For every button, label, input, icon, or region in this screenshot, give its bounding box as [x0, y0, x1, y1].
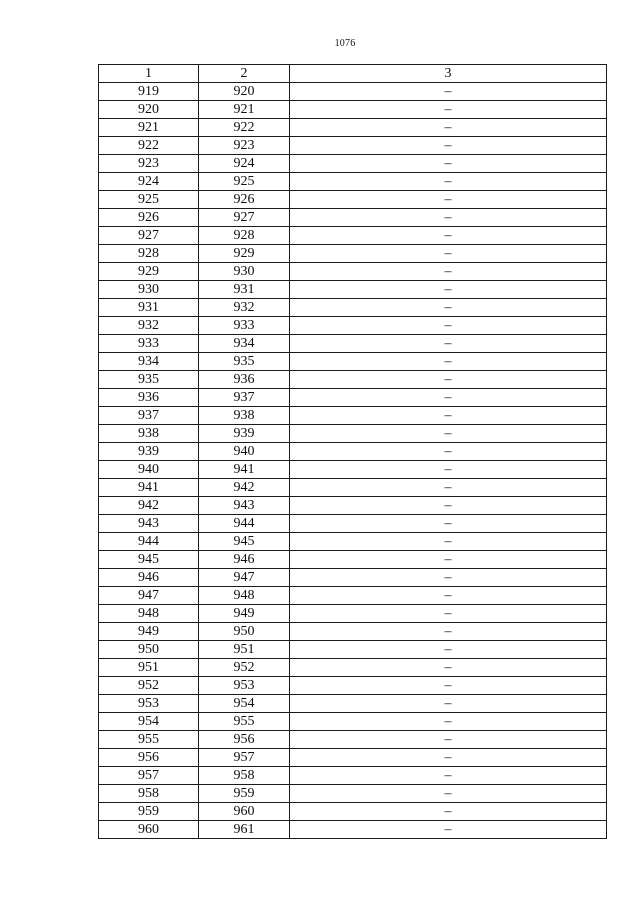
table-cell-col-1: 956: [99, 749, 199, 767]
table-cell-col-2: 959: [199, 785, 290, 803]
table-cell-col-3: –: [290, 245, 607, 263]
table-cell-col-1: 933: [99, 335, 199, 353]
table-cell-col-3: –: [290, 317, 607, 335]
table-cell-col-3: –: [290, 191, 607, 209]
table-cell-col-2: 956: [199, 731, 290, 749]
table-cell-col-1: 950: [99, 641, 199, 659]
table-cell-col-1: 919: [99, 83, 199, 101]
table-row: [99, 821, 607, 839]
table-row: [99, 371, 607, 389]
table-cell-col-1: 946: [99, 569, 199, 587]
table-cell-col-1: 960: [99, 821, 199, 839]
table-cell-col-2: 937: [199, 389, 290, 407]
table-cell-col-2: 944: [199, 515, 290, 533]
table-cell-col-2: 960: [199, 803, 290, 821]
table-cell-col-2: 953: [199, 677, 290, 695]
table-cell-col-2: 952: [199, 659, 290, 677]
table-cell-col-3: –: [290, 605, 607, 623]
table-cell-col-1: 953: [99, 695, 199, 713]
table-cell-col-1: 932: [99, 317, 199, 335]
table-row: [99, 767, 607, 785]
table-cell-col-2: 934: [199, 335, 290, 353]
table-row: [99, 407, 607, 425]
table-row: [99, 443, 607, 461]
table-cell-col-1: 958: [99, 785, 199, 803]
table-cell-col-2: 928: [199, 227, 290, 245]
table-cell-col-2: 949: [199, 605, 290, 623]
table-cell-col-1: 939: [99, 443, 199, 461]
column-header-2: 2: [199, 65, 290, 83]
page-number: 1076: [334, 38, 356, 49]
table-row: [99, 191, 607, 209]
table-cell-col-3: –: [290, 749, 607, 767]
table-row: [99, 533, 607, 551]
table-cell-col-1: 924: [99, 173, 199, 191]
table-cell-col-2: 921: [199, 101, 290, 119]
table-row: [99, 155, 607, 173]
table-row: [99, 677, 607, 695]
table-cell-col-3: –: [290, 209, 607, 227]
table-cell-col-1: 945: [99, 551, 199, 569]
table-cell-col-3: –: [290, 281, 607, 299]
table-cell-col-1: 941: [99, 479, 199, 497]
table-cell-col-1: 937: [99, 407, 199, 425]
table-cell-col-1: 959: [99, 803, 199, 821]
table-cell-col-2: 940: [199, 443, 290, 461]
table-cell-col-2: 958: [199, 767, 290, 785]
table-cell-col-2: 951: [199, 641, 290, 659]
table-cell-col-3: –: [290, 263, 607, 281]
table-body: [99, 83, 607, 839]
table-row: [99, 353, 607, 371]
table-row: [99, 605, 607, 623]
table-row: [99, 713, 607, 731]
table-cell-col-1: 936: [99, 389, 199, 407]
table-cell-col-2: 941: [199, 461, 290, 479]
table-cell-col-3: –: [290, 227, 607, 245]
table-cell-col-3: –: [290, 821, 607, 839]
table-cell-col-3: –: [290, 623, 607, 641]
table-cell-col-2: 954: [199, 695, 290, 713]
table-row: [99, 551, 607, 569]
table-cell-col-1: 921: [99, 119, 199, 137]
table-cell-col-3: –: [290, 677, 607, 695]
table-cell-col-2: 942: [199, 479, 290, 497]
table-cell-col-2: 946: [199, 551, 290, 569]
table-cell-col-3: –: [290, 461, 607, 479]
header-row: [99, 65, 607, 83]
table-cell-col-3: –: [290, 569, 607, 587]
table-cell-col-1: 942: [99, 497, 199, 515]
table-row: [99, 83, 607, 101]
table-cell-col-2: 924: [199, 155, 290, 173]
table-cell-col-2: 936: [199, 371, 290, 389]
table-cell-col-3: –: [290, 479, 607, 497]
table-row: [99, 497, 607, 515]
table-row: [99, 227, 607, 245]
table-row: [99, 479, 607, 497]
column-header-3: 3: [290, 65, 607, 83]
table-cell-col-2: 926: [199, 191, 290, 209]
table-cell-col-1: 928: [99, 245, 199, 263]
table-cell-col-2: 923: [199, 137, 290, 155]
table-cell-col-2: 947: [199, 569, 290, 587]
table-cell-col-3: –: [290, 443, 607, 461]
table-cell-col-1: 943: [99, 515, 199, 533]
table-cell-col-2: 948: [199, 587, 290, 605]
table-cell-col-2: 922: [199, 119, 290, 137]
table-row: [99, 299, 607, 317]
table-cell-col-1: 923: [99, 155, 199, 173]
table-row: [99, 173, 607, 191]
table-row: [99, 209, 607, 227]
table-cell-col-2: 961: [199, 821, 290, 839]
table-cell-col-2: 930: [199, 263, 290, 281]
table-cell-col-2: 943: [199, 497, 290, 515]
table-cell-col-1: 948: [99, 605, 199, 623]
table-cell-col-2: 933: [199, 317, 290, 335]
table-cell-col-2: 925: [199, 173, 290, 191]
table-cell-col-3: –: [290, 137, 607, 155]
table-row: [99, 695, 607, 713]
table-cell-col-2: 932: [199, 299, 290, 317]
table-cell-col-1: 940: [99, 461, 199, 479]
table-cell-col-1: 934: [99, 353, 199, 371]
table-row: [99, 335, 607, 353]
table-row: [99, 587, 607, 605]
table-cell-col-1: 954: [99, 713, 199, 731]
table-cell-col-1: 931: [99, 299, 199, 317]
table-row: [99, 659, 607, 677]
table-cell-col-2: 939: [199, 425, 290, 443]
table-cell-col-3: –: [290, 389, 607, 407]
table-row: [99, 749, 607, 767]
table-cell-col-2: 935: [199, 353, 290, 371]
table-cell-col-3: –: [290, 533, 607, 551]
table-cell-col-3: –: [290, 713, 607, 731]
table-row: [99, 317, 607, 335]
table-cell-col-3: –: [290, 641, 607, 659]
table-cell-col-3: –: [290, 173, 607, 191]
table-cell-col-1: 926: [99, 209, 199, 227]
table-cell-col-1: 935: [99, 371, 199, 389]
table-cell-col-1: 952: [99, 677, 199, 695]
table-row: [99, 137, 607, 155]
table-cell-col-1: 951: [99, 659, 199, 677]
table-row: [99, 119, 607, 137]
table-cell-col-3: –: [290, 353, 607, 371]
table-cell-col-3: –: [290, 695, 607, 713]
table-cell-col-2: 931: [199, 281, 290, 299]
table-cell-col-3: –: [290, 155, 607, 173]
table-cell-col-3: –: [290, 767, 607, 785]
table-cell-col-3: –: [290, 101, 607, 119]
table-cell-col-3: –: [290, 371, 607, 389]
table-cell-col-2: 920: [199, 83, 290, 101]
table-cell-col-3: –: [290, 299, 607, 317]
table-cell-col-2: 950: [199, 623, 290, 641]
table-cell-col-2: 957: [199, 749, 290, 767]
table-cell-col-3: –: [290, 119, 607, 137]
table-row: [99, 731, 607, 749]
table-row: [99, 461, 607, 479]
table-cell-col-2: 945: [199, 533, 290, 551]
table-row: [99, 389, 607, 407]
table-row: [99, 785, 607, 803]
table-cell-col-3: –: [290, 731, 607, 749]
table-cell-col-3: –: [290, 83, 607, 101]
table-cell-col-3: –: [290, 515, 607, 533]
table-row: [99, 263, 607, 281]
table-row: [99, 101, 607, 119]
table-cell-col-1: 955: [99, 731, 199, 749]
data-table: [98, 64, 607, 839]
table-cell-col-1: 944: [99, 533, 199, 551]
table-cell-col-2: 927: [199, 209, 290, 227]
table-row: [99, 425, 607, 443]
table-cell-col-2: 938: [199, 407, 290, 425]
column-header-1: 1: [99, 65, 199, 83]
table-cell-col-1: 957: [99, 767, 199, 785]
table-row: [99, 803, 607, 821]
table-cell-col-3: –: [290, 497, 607, 515]
table-cell-col-1: 947: [99, 587, 199, 605]
table-cell-col-1: 920: [99, 101, 199, 119]
table-cell-col-3: –: [290, 803, 607, 821]
table-cell-col-2: 955: [199, 713, 290, 731]
table-row: [99, 281, 607, 299]
table-cell-col-1: 929: [99, 263, 199, 281]
table-cell-col-3: –: [290, 659, 607, 677]
table-cell-col-3: –: [290, 785, 607, 803]
table-cell-col-1: 930: [99, 281, 199, 299]
table-cell-col-1: 949: [99, 623, 199, 641]
table-cell-col-3: –: [290, 335, 607, 353]
table-cell-col-1: 927: [99, 227, 199, 245]
table-header: [99, 65, 607, 83]
table-cell-col-1: 922: [99, 137, 199, 155]
table-row: [99, 569, 607, 587]
table-row: [99, 515, 607, 533]
table-row: [99, 641, 607, 659]
table-cell-col-1: 925: [99, 191, 199, 209]
table-row: [99, 245, 607, 263]
table-cell-col-3: –: [290, 587, 607, 605]
table-cell-col-3: –: [290, 551, 607, 569]
table-cell-col-3: –: [290, 425, 607, 443]
table-cell-col-2: 929: [199, 245, 290, 263]
table-cell-col-1: 938: [99, 425, 199, 443]
table-row: [99, 623, 607, 641]
table-cell-col-3: –: [290, 407, 607, 425]
